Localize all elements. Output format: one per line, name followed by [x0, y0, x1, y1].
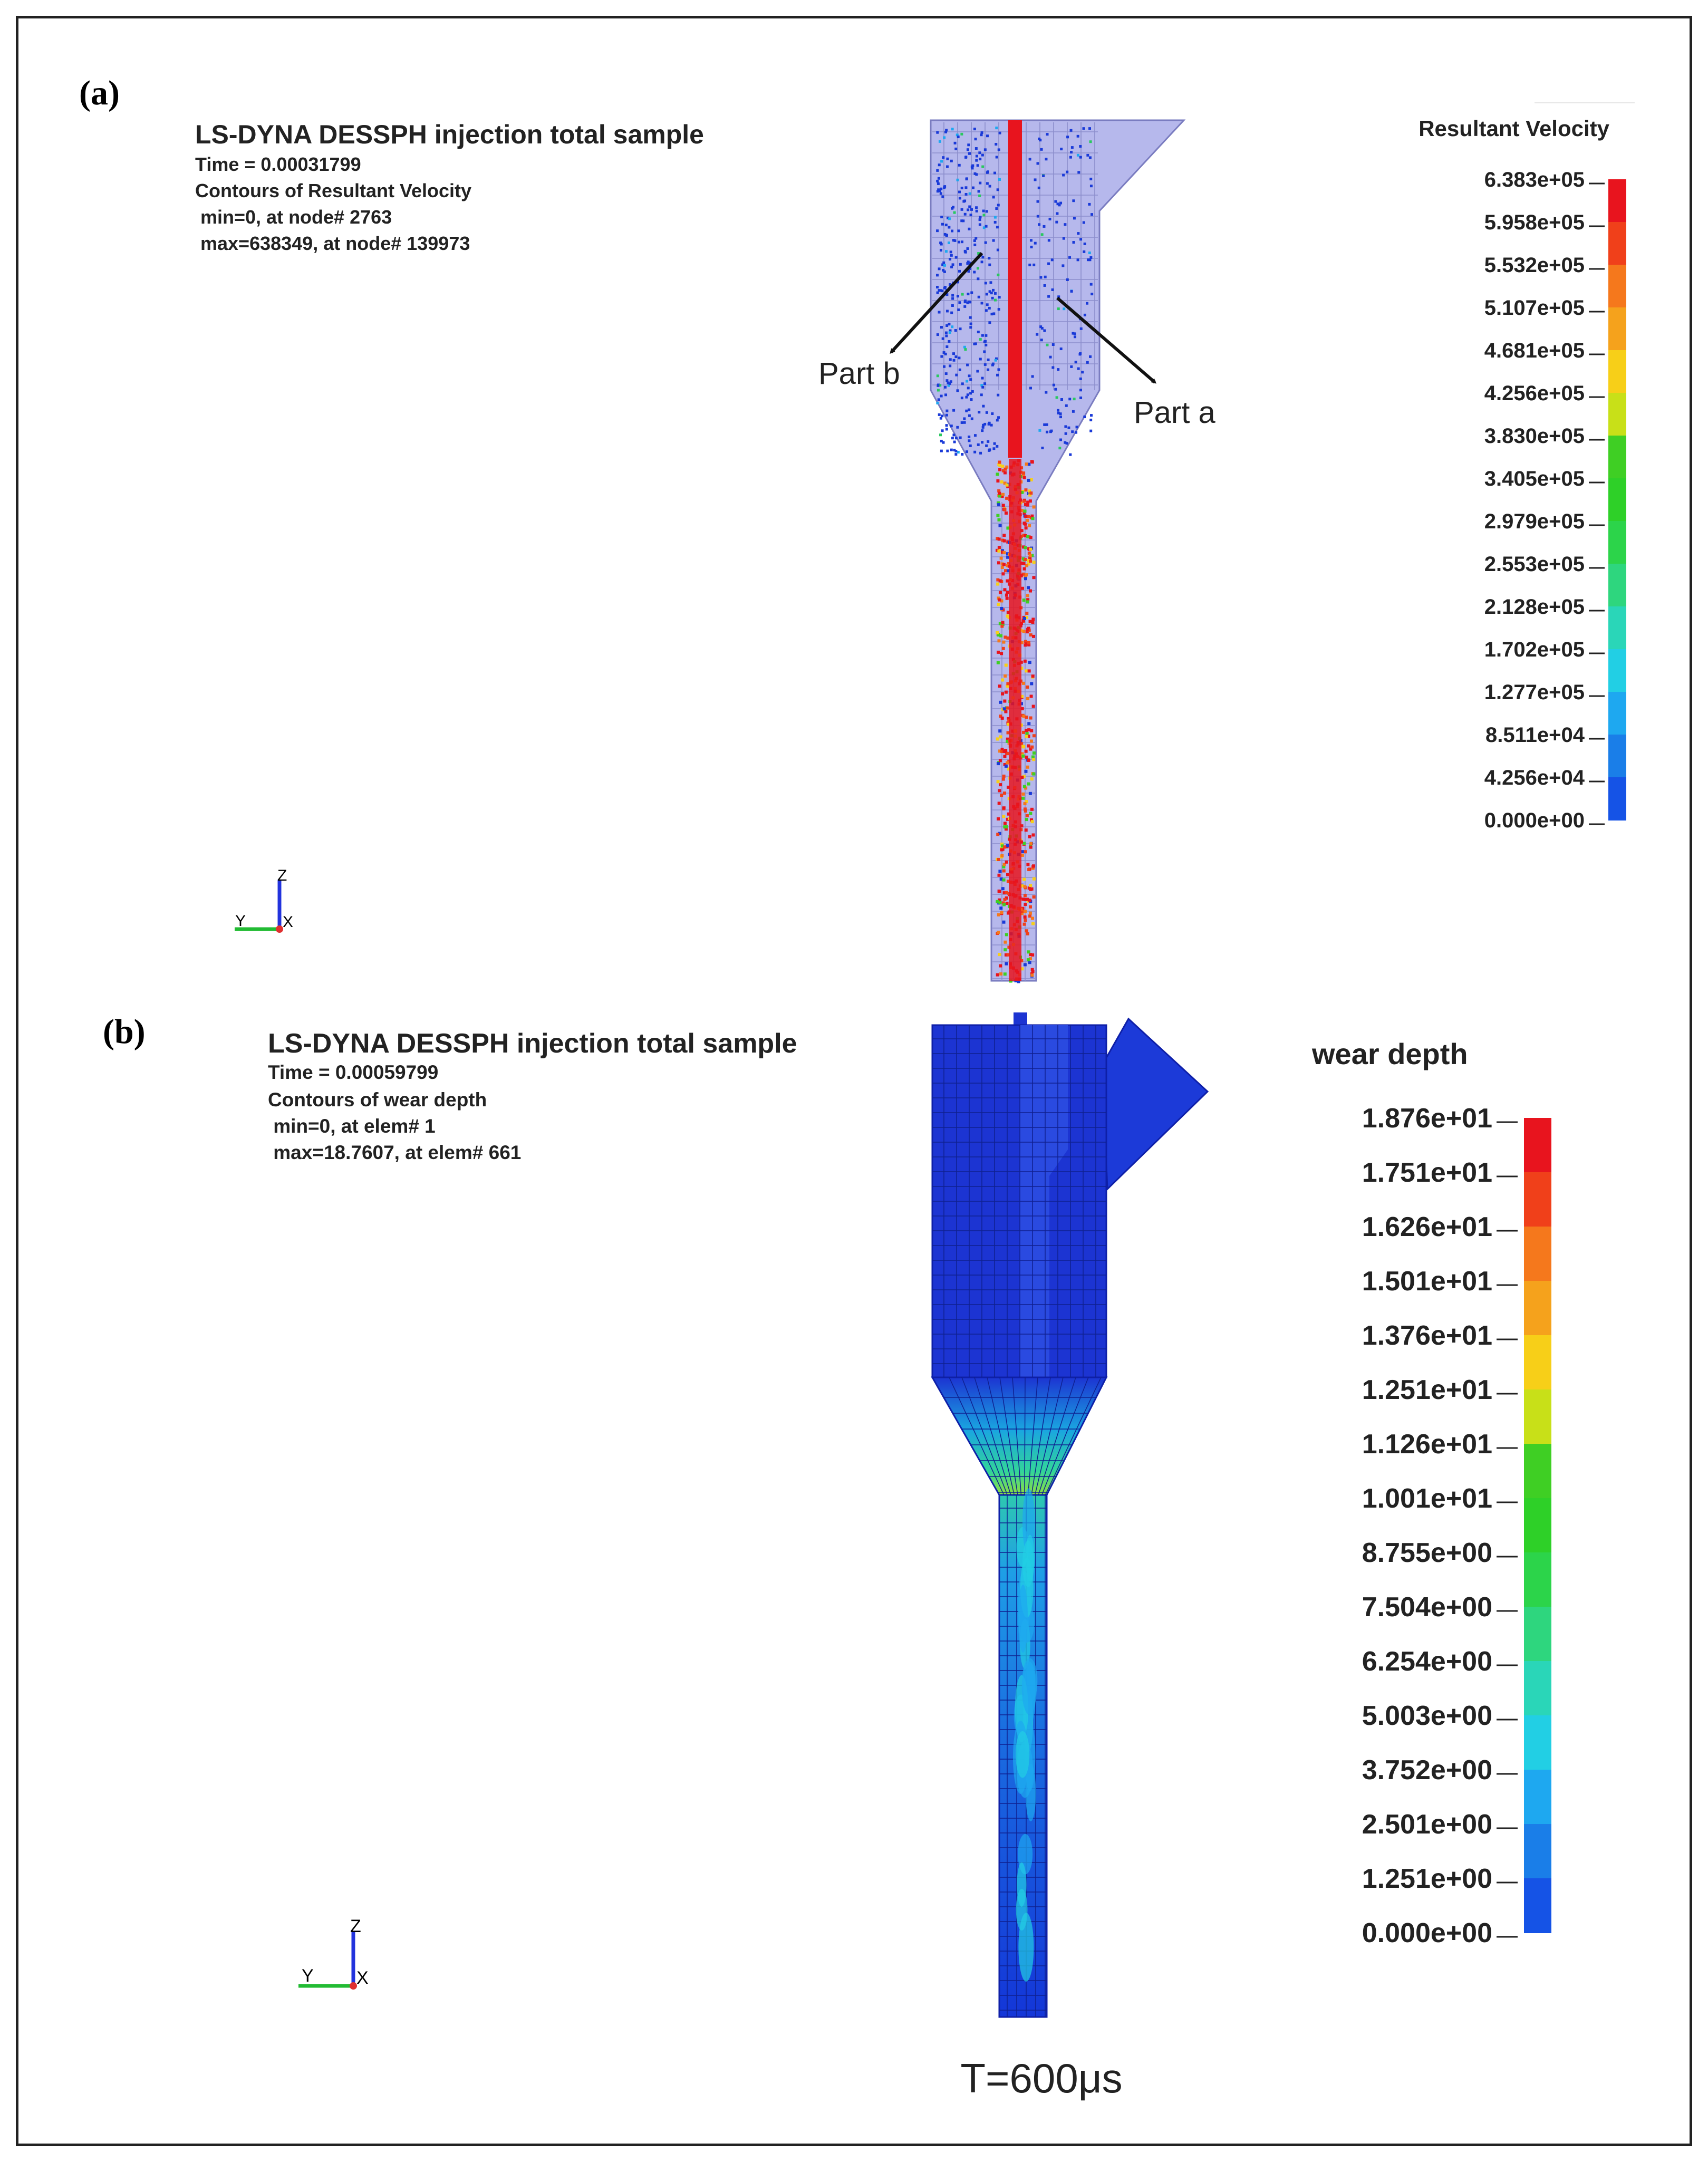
panel-b-min: min=0, at elem# 1 [268, 1115, 436, 1137]
panel-b-title: LS-DYNA DESSPH injection total sample [268, 1028, 797, 1059]
legend-swatch [1524, 1227, 1551, 1281]
legend-swatch [1608, 606, 1626, 650]
legend-tick-label: 3.830e+05 [1484, 424, 1585, 448]
axis-triad-a [235, 867, 293, 933]
axis-y-label: Y [235, 912, 246, 930]
legend-tick-label: 2.128e+05 [1484, 595, 1585, 619]
legend-swatch [1608, 436, 1626, 479]
legend-tick-label: 2.979e+05 [1484, 510, 1585, 533]
time-caption: T=600μs [960, 2055, 1123, 2101]
panel-a-title: LS-DYNA DESSPH injection total sample [195, 120, 704, 149]
axis-z-label: Z [277, 867, 287, 884]
legend-swatch [1524, 1118, 1551, 1173]
central-jet [1008, 120, 1022, 458]
legend-swatch [1608, 521, 1626, 564]
legend-b-scale [1362, 1103, 1551, 1948]
legend-swatch [1608, 478, 1626, 522]
legend-tick-label: 1.376e+01 [1362, 1320, 1492, 1352]
axis-triad-b [298, 1916, 369, 1990]
legend-tick-label: 3.405e+05 [1484, 467, 1585, 490]
legend-tick-label: 5.003e+00 [1362, 1701, 1492, 1732]
axis-x-label: X [356, 1968, 369, 1988]
panel-a-max: max=638349, at node# 139973 [195, 233, 470, 254]
legend-tick-label: 6.254e+00 [1362, 1646, 1492, 1677]
legend-swatch [1608, 179, 1626, 223]
panel-b-contour: Contours of wear depth [268, 1089, 487, 1111]
legend-tick-label: 1.501e+01 [1362, 1266, 1492, 1297]
axis-z-label: Z [350, 1916, 361, 1936]
legend-swatch [1524, 1498, 1551, 1553]
legend-tick-label: 0.000e+00 [1484, 809, 1585, 832]
legend-swatch [1608, 307, 1626, 351]
legend-swatch [1524, 1389, 1551, 1444]
panel-b-max: max=18.7607, at elem# 661 [268, 1142, 522, 1163]
panel-a-label: (a) [79, 74, 120, 112]
panel-a-contour: Contours of Resultant Velocity [195, 180, 472, 201]
legend-tick-label: 7.504e+00 [1362, 1592, 1492, 1623]
part-a-label: Part a [1134, 395, 1215, 430]
legend-swatch [1524, 1281, 1551, 1336]
panel-b-label: (b) [103, 1012, 146, 1051]
legend-swatch [1524, 1878, 1551, 1933]
legend-swatch [1608, 735, 1626, 778]
legend-tick-label: 1.751e+01 [1362, 1157, 1492, 1189]
axis-y-label: Y [302, 1966, 314, 1986]
legend-wear-depth [1311, 1037, 1551, 1948]
legend-top-mark [1535, 102, 1635, 103]
legend-swatch [1524, 1715, 1551, 1770]
legend-tick-label: 1.626e+01 [1362, 1212, 1492, 1243]
legend-swatch [1608, 393, 1626, 436]
legend-tick-label: 5.958e+05 [1484, 211, 1585, 234]
legend-swatch [1524, 1552, 1551, 1607]
legend-swatch [1524, 1172, 1551, 1227]
legend-tick-label: 8.511e+04 [1485, 723, 1585, 747]
part-b-label: Part b [818, 356, 900, 391]
panel-a-time: Time = 0.00031799 [195, 153, 361, 175]
legend-tick-label: 5.532e+05 [1484, 254, 1585, 277]
legend-swatch [1524, 1770, 1551, 1825]
legend-swatch [1608, 265, 1626, 308]
legend-tick-label: 1.251e+01 [1362, 1375, 1492, 1406]
legend-swatch [1608, 777, 1626, 821]
legend-title: wear depth [1312, 1037, 1468, 1070]
legend-swatch [1524, 1607, 1551, 1662]
legend-tick-label: 0.000e+00 [1362, 1918, 1492, 1949]
legend-swatch [1608, 350, 1626, 393]
legend-swatch [1524, 1824, 1551, 1879]
panel-a [79, 74, 1635, 983]
velocity-mesh-model [931, 120, 1184, 983]
legend-tick-label: 4.256e+05 [1484, 382, 1585, 405]
legend-tick-label: 6.383e+05 [1484, 168, 1585, 191]
legend-swatch [1524, 1444, 1551, 1499]
legend-tick-label: 1.001e+01 [1362, 1483, 1492, 1514]
legend-swatch [1608, 564, 1626, 607]
legend-tick-label: 3.752e+00 [1362, 1755, 1492, 1786]
wear-mesh-model [932, 1012, 1208, 2017]
panel-a-min: min=0, at node# 2763 [195, 206, 392, 228]
legend-tick-label: 8.755e+00 [1362, 1538, 1492, 1569]
legend-swatch [1608, 692, 1626, 735]
axis-x-label: X [283, 913, 294, 931]
legend-tick-label: 5.107e+05 [1484, 296, 1585, 320]
legend-a-scale [1484, 168, 1626, 832]
legend-title: Resultant Velocity [1418, 116, 1609, 141]
legend-tick-label: 1.251e+00 [1362, 1864, 1492, 1895]
legend-swatch [1608, 222, 1626, 265]
legend-swatch [1608, 649, 1626, 692]
side-inlet [1102, 1019, 1208, 1189]
legend-swatch [1524, 1335, 1551, 1390]
legend-swatch [1524, 1661, 1551, 1716]
legend-tick-label: 2.501e+00 [1362, 1809, 1492, 1840]
legend-tick-label: 1.277e+05 [1484, 681, 1585, 704]
legend-tick-label: 1.126e+01 [1362, 1429, 1492, 1460]
panel-b [103, 1012, 1551, 2101]
legend-tick-label: 1.876e+01 [1362, 1103, 1492, 1134]
legend-tick-label: 2.553e+05 [1484, 553, 1585, 576]
legend-tick-label: 1.702e+05 [1484, 638, 1585, 661]
cone [932, 1377, 1106, 1495]
panel-b-time: Time = 0.00059799 [268, 1061, 439, 1083]
top-nub [1014, 1012, 1027, 1025]
legend-resultant-velocity [1418, 102, 1635, 832]
legend-tick-label: 4.256e+04 [1484, 766, 1585, 789]
legend-tick-label: 4.681e+05 [1484, 339, 1585, 362]
